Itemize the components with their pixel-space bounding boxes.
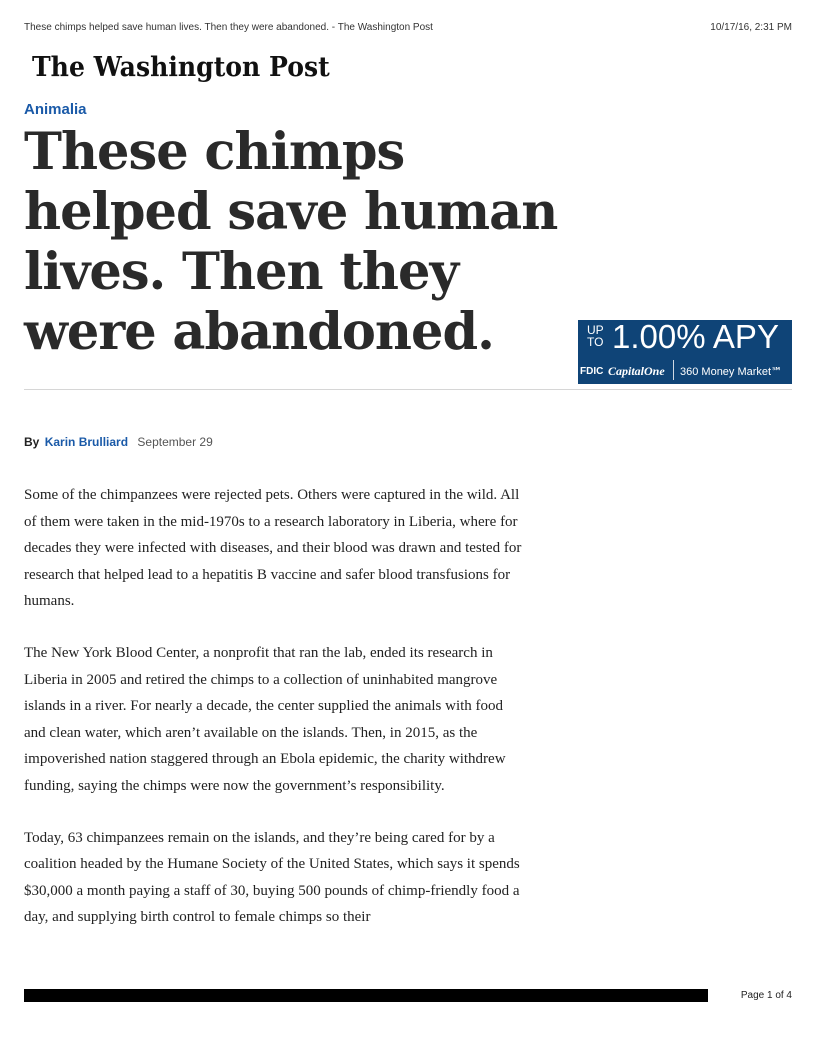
header-divider (24, 389, 792, 390)
publish-date: September 29 (137, 435, 213, 449)
paragraph: The New York Blood Center, a nonprofit that ran the lab, ended its research in Liberia in 2005 and retired the chimps to a collection of uninhabited mangrove islands in a river. For nearly a decade, the center supplied the animals with food and clean water, which aren’t available on the islands. Then, in 2015, as the impoverished nation staggered through an Ebola epidemic, the charity withdrew funding, saying the chimps were now the government’s responsibility. (24, 644, 506, 794)
print-timestamp: 10/17/16, 2:31 PM (710, 22, 792, 33)
ad-rate: 1.00% APY (612, 320, 779, 355)
footer-bar (24, 989, 708, 1002)
washington-post-logo[interactable]: The Washington Post (32, 52, 330, 83)
paragraph: Today, 63 chimpanzees remain on the islands, and they’re being cared for by a coalition headed by the Humane Society of the United States, which says it spends $30,000 a month paying a staff of 30, buying 500 pounds of chimp-friendly food a day, and supplying birth control to female chimps so their (24, 829, 520, 926)
ad-divider (673, 360, 674, 380)
ad-up-to: UP TO (587, 323, 604, 349)
author-link[interactable]: Karin Brulliard (44, 435, 129, 449)
article-body (24, 482, 524, 956)
byline-prefix: By (24, 435, 40, 449)
print-page-title: These chimps helped save human lives. Then they were abandoned. - The Washington Post (24, 22, 433, 33)
capital-one-logo: CapitalOne (608, 364, 665, 378)
page-number: Page 1 of 4 (740, 990, 792, 1001)
article-headline: These chimps helped save human lives. Then they were abandoned. (24, 122, 558, 362)
ad-product: 360 Money Market℠ (680, 366, 783, 378)
byline (24, 435, 213, 449)
paragraph: Some of the chimpanzees were rejected pets. Others were captured in the wild. All of them were taken in the mid-1970s to a research laboratory in Liberia, where for decades they were infected with diseases, and their blood was drawn and tested for research that helped lead to a hepatitis B vaccine and safer blood transfusions for humans. (24, 487, 522, 610)
section-link[interactable]: Animalia (24, 101, 87, 118)
advertisement-banner[interactable] (578, 320, 792, 384)
fdic-logo: FDIC (580, 366, 604, 377)
print-header (24, 22, 792, 36)
